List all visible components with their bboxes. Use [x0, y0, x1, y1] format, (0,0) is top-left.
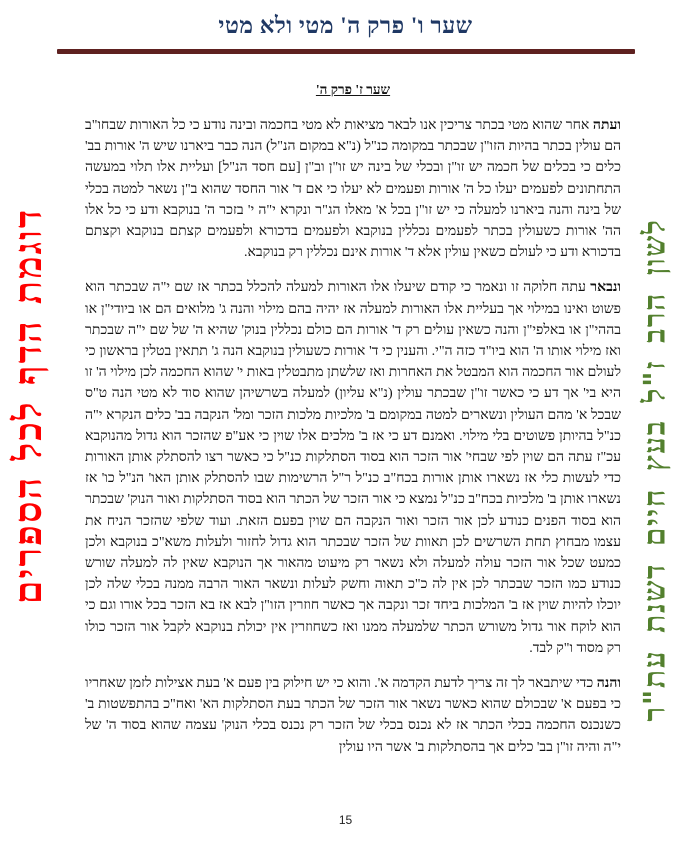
- paragraph-lead: ונבאר: [590, 280, 621, 296]
- paragraph: [85, 673, 621, 758]
- left-margin-note: דוגמת הדף לכל הספרים: [5, 207, 50, 605]
- section-heading: [85, 82, 621, 98]
- paragraph: [85, 115, 621, 263]
- page-title: שער ו' פרק ה' מטי ולא מטי: [218, 13, 473, 38]
- paragraph-text: אחר שהוא מטי בכתר צריכין אנו לבאר מציאות לא מטי בחכמה ובינה נודע כי כל האורות שבחו"ב הם עולין בכתר בהיות הזו"ן שבכתר במקומה כנ"ל (נ"א במקום הנ"ל) הנה כבר ביארנו שיש ה' אורות בב' כלים כי בכלים של חכמה יש זו"ן ובכלי של בינה יש זו"ן וב"ן [עם חסד הנ"ל] ועליית אלו תלוי במעשה התחתונים לפעמים יעלו כל ה' אורות ופעמים לא יעלו כי אם ד' אור החסד שהוא ב"ן נשאר למטה בכלי של בינה והנה ביארנו למעלה כי יש זו"ן בכל א' מאלו הג"ר ונקרא י"ה י' בזכר ה' בנוקבא ודע כי כל אלו הה' אורות כשעולין בכתר לפעמים נכללין בנוקבא ולפעמים בדכורא ולפעמים קצתם בנוקבא וקצתם בדכורא ודע כי לעולם כשאין עולין אלא ד' אורות אינם נכללין רק בנוקבא.: [85, 118, 621, 261]
- paragraph-text: כדי שיתבאר לך זה צריך לדעת הקדמה א'. והוא כי יש חילוק בין פעם א' בעת אצילות לזמן שאחריו כי בפעם א' שבכולם שהוא כאשר נשאר אור הזכר של הכתר בעת הסתלקות הא' ואח"כ בהתפשטות ב' כשנכנס החכמה בכלי הכתר אז לא נכנס בכלי של הזכר רק נכנס בכלי הנוק' עצמה שהוא בסוד ה' של י"ה והיה זו"ן בב' כלים אך בהסתלקות ב' אשר היו עולין: [85, 676, 621, 755]
- section-heading-text: שער ז' פרק ה': [315, 82, 391, 97]
- body-column: [85, 82, 621, 772]
- paragraph-text: עתה חלוקה זו ונאמר כי קודם שיעלו אלו האורות למעלה להכלל בכתר אז שם י"ה שבכתר הוא פשוט ואינו במילוי אך בעליית אלו האורות למעלה אז יהיה בהם מילוי והנה ג' מלואים הם או ביודי"ן או בההי"ן או באלפי"ן והנה כשאין עולים רק ד' אורות הם כולם נכללין בנוק' שהיא ה' של שם י"ה שבכתר ואז מילוי אותו ה' הוא ביו"ד כזה ה"י. והענין כי ד' אורות כשעולין בנוקבא הנה ג' תתאין בטלין בראשון כי לעולם אור החכמה הוא המבטל את האחרות ואז שלשתן מתבטלין באות י' שהוא החכמה לכן מילוי ה' זו היא בי' אך דע כי כאשר זו"ן שבכתר עולין (נ"א עליון) למעלה בשרשיהן שהוא סוד לא מטי הנה ט"ס שבכל א' מהם העולין ונשארים למטה במקומם ב' מלכיות מלכות הזכר ומל' הנקבה בב' כלים הנקרא י"ה כנ"ל בהיותן פשוטים בלי מילוי. ואמנם דע כי אז ב' מלכים אלו שוין כי אע"פ שהזכר הוא גדול מהנוקבא עכ"ז עתה הם שוין לפי שבחי' אור הזכר הוא בסוד הסתלקות כנ"ל כי כאשר רצו להסתלק אותן האורות כדי לעשות כלי אז נשארו אותן אורות בכח"ב כנ"ל ר"ל הרשימות שבו להסתלק אותן האו' הנ"ל כו' אז נשארו אותן ב' מלכיות בכח"ב כנ"ל נמצא כי אור הזכר של הכתר הוא בסוד הסתלקות ואור הנוק' שבכתר הוא בסוד הפנים כנודע לכן אור הזכר ואור הנקבה הם שוין בפעם הזאת. ועוד שלפי שהזכר הניח את עצמו מבחוץ תחת השרשים לכן תאוות של הזכר שבכתר הוא גדול לחזור ולעלות משא"כ בנוקבא ולכן כמעט שכל אור הזכר עולה למעלה ולא נשאר רק מיעוט מהאור אך הנוקבא שאין לה למעלה שורש כנודע כמו הזכר שבכתר לכן אין לה כ"כ תאוה וחשק לעלות ונשאר האור הרבה ממנה בכלי שלה לכן יוכלו להיות שוין אז ב' המלכות ביחד זכר ונקבה אך כאשר חוזרין הזו"ן לבא אז בא הזכר בכל אורו וגם כי הוא לוקח אור גדול משורש הכתר שלמעלה ממנו ואז כשחוזרין אין יכולת בנוקבא לקבל אור הזכר כולו רק מסוד ו"ק לבד.: [85, 280, 621, 656]
- paragraph-lead: ועתה: [592, 118, 622, 133]
- right-margin-note: לשון הרב ז"ל בעץ חיים דשנת עת"ר: [637, 218, 673, 722]
- paragraph-lead: והנה: [596, 676, 621, 692]
- page-number: 15: [338, 813, 353, 827]
- paragraph: [85, 277, 621, 659]
- title-divider: [57, 49, 635, 54]
